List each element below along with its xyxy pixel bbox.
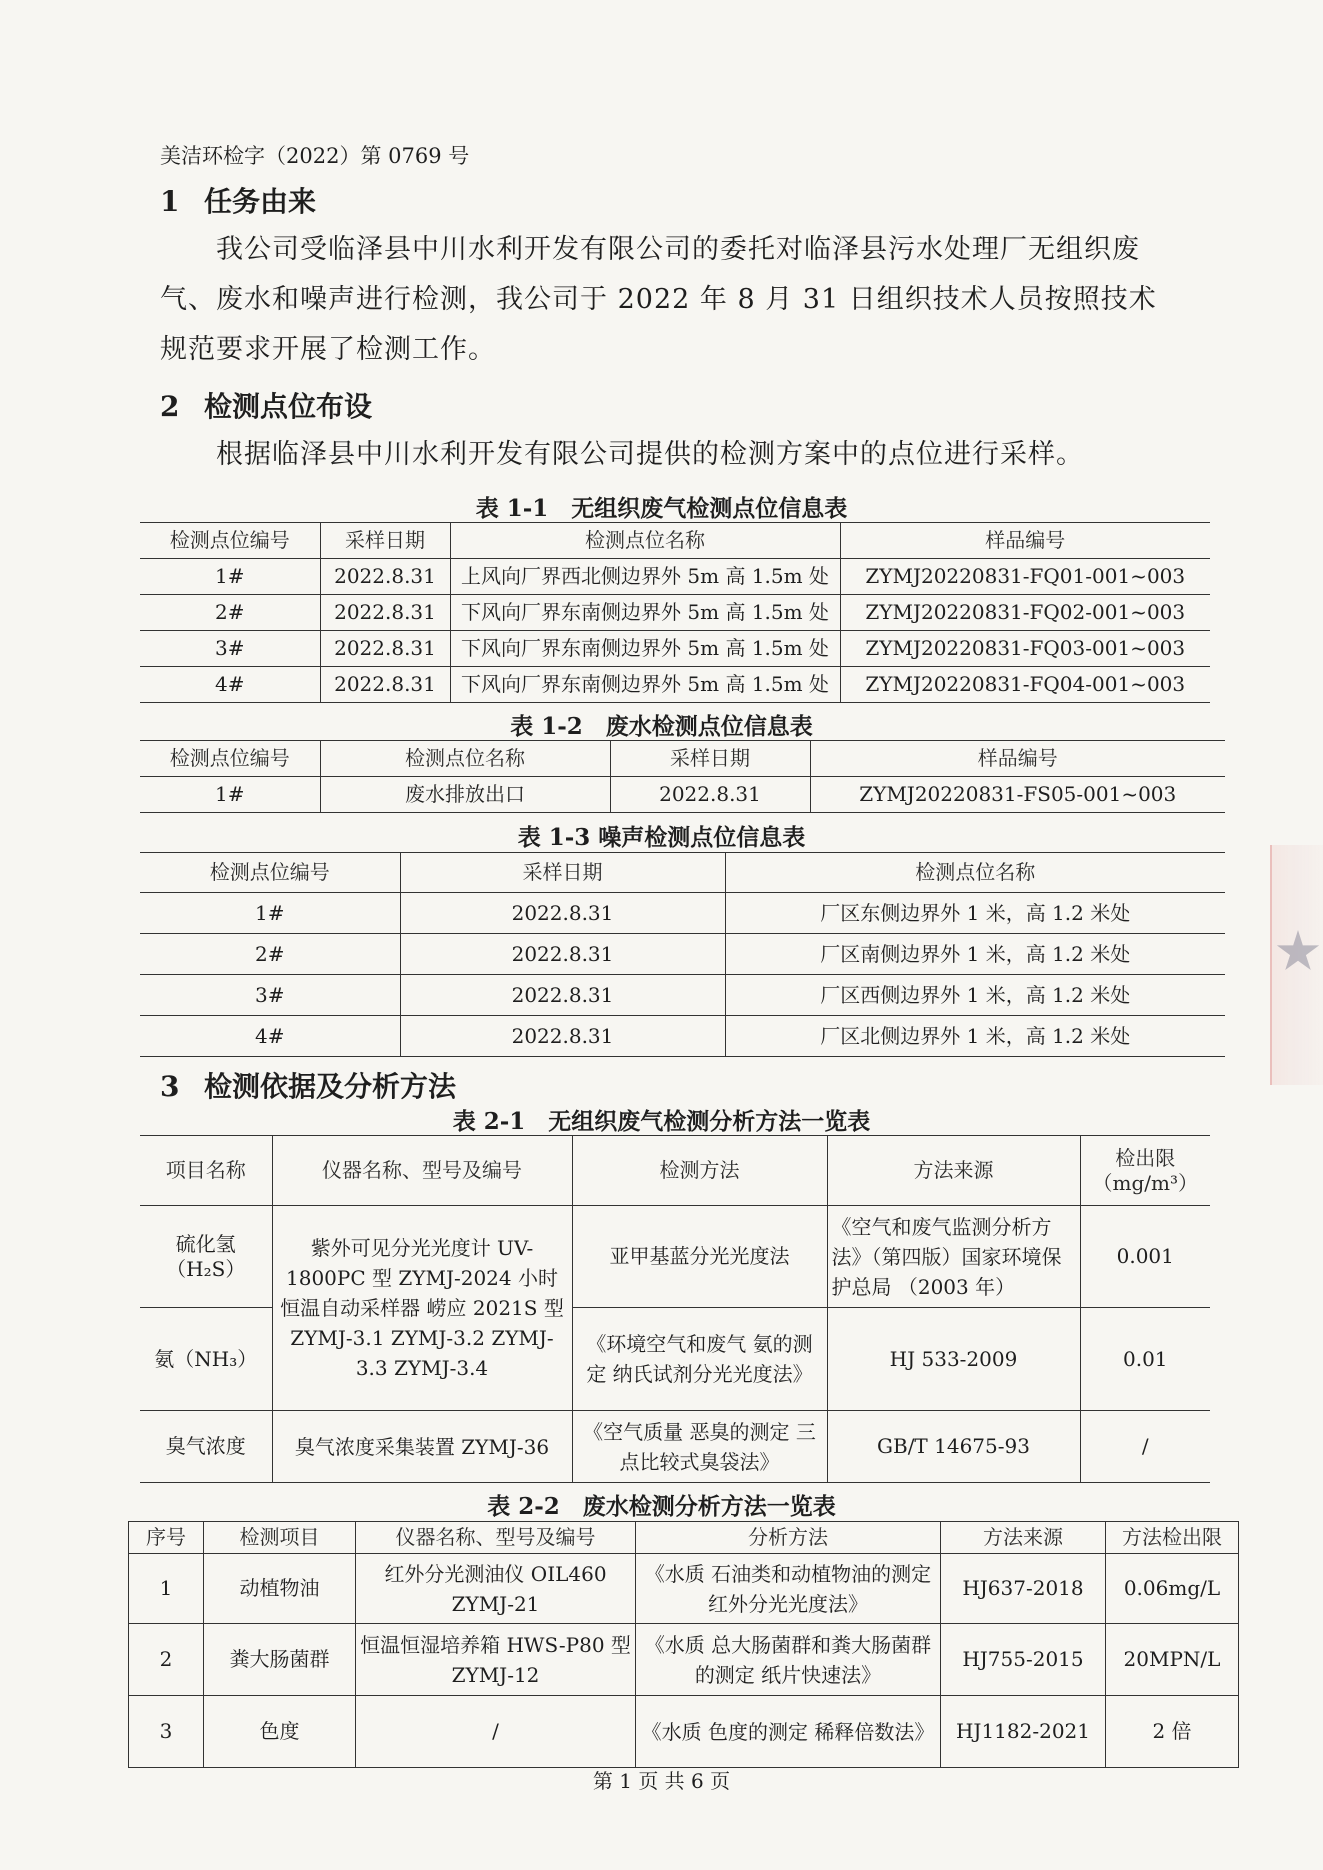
table-row (140, 777, 1225, 813)
table-cell: 2 (129, 1624, 204, 1696)
section-title: 检测点位布设 (204, 390, 373, 423)
table-cell: 粪大肠菌群 (204, 1624, 356, 1696)
table-row (140, 631, 1210, 667)
table-cell: 红外分光测油仪 OIL460 ZYMJ-21 (356, 1554, 636, 1624)
table-cell: 色度 (204, 1696, 356, 1768)
table-row (129, 1624, 1239, 1696)
header-cell: 样品编号 (810, 741, 1225, 777)
table-row (140, 1206, 1210, 1308)
header-cell: 方法检出限 (1106, 1522, 1239, 1554)
header-cell: 序号 (129, 1522, 204, 1554)
table-cell: 1# (140, 893, 400, 934)
table-cell: 2 倍 (1106, 1696, 1239, 1768)
table-cell: 2# (140, 934, 400, 975)
table-cell: / (356, 1696, 636, 1768)
table-cell: 下风向厂界东南侧边界外 5m 高 1.5m 处 (450, 667, 840, 703)
table-cell: 《水质 石油类和动植物油的测定 红外分光光度法》 (636, 1554, 941, 1624)
table-cell: 恒温恒湿培养箱 HWS-P80 型 ZYMJ-12 (356, 1624, 636, 1696)
header-line: 检出限 (1115, 1145, 1176, 1170)
table-cell: ZYMJ20220831-FQ04-001~003 (840, 667, 1210, 703)
header-cell: 方法来源 (941, 1522, 1106, 1554)
section-1-body: 我公司受临泽县中川水利开发有限公司的委托对临泽县污水处理厂无组织废气、废水和噪声进行检测，我公司于 2022 年 8 月 31 日组织技术人员按照技术规范要求开展了检测工作。 (160, 234, 1157, 365)
table-cell: 《空气和废气监测分析方法》（第四版）国家环境保护总局 （2003 年） (827, 1206, 1080, 1308)
table-cell: 0.06mg/L (1106, 1554, 1239, 1624)
table-cell: 0.001 (1080, 1206, 1210, 1308)
table-cell: GB/T 14675-93 (827, 1411, 1080, 1483)
table-cell: 2022.8.31 (400, 893, 725, 934)
table-2-1 (140, 1135, 1210, 1483)
table-cell: 4# (140, 1016, 400, 1057)
table-cell: 亚甲基蓝分光光度法 (572, 1206, 827, 1308)
table-cell: 2022.8.31 (320, 667, 450, 703)
table-cell: 《空气质量 恶臭的测定 三点比较式臭袋法》 (572, 1411, 827, 1483)
header-cell: 检测点位名称 (725, 853, 1225, 893)
table-cell: 2022.8.31 (320, 631, 450, 667)
table-cell: 厂区东侧边界外 1 米，高 1.2 米处 (725, 893, 1225, 934)
header-cell (1080, 1136, 1210, 1206)
table-cell: 0.01 (1080, 1308, 1210, 1411)
table-cell: 废水排放出口 (320, 777, 610, 813)
header-cell: 检测点位名称 (450, 523, 840, 559)
header-cell: 项目名称 (140, 1136, 272, 1206)
table-header-row (140, 1136, 1210, 1206)
table-cell: HJ1182-2021 (941, 1696, 1106, 1768)
table-row (129, 1554, 1239, 1624)
table-header-row (140, 523, 1210, 559)
table-2-2 (128, 1521, 1239, 1768)
header-cell: 方法来源 (827, 1136, 1080, 1206)
table-row (140, 934, 1225, 975)
table-row (140, 559, 1210, 595)
table-cell: HJ 533-2009 (827, 1308, 1080, 1411)
table-row (140, 595, 1210, 631)
table-cell: 臭气浓度采集装置 ZYMJ-36 (272, 1411, 572, 1483)
header-unit: （mg/m³） (1092, 1170, 1198, 1195)
table-row (140, 893, 1225, 934)
seal-stamp (1270, 845, 1323, 1085)
table-cell: 《水质 总大肠菌群和粪大肠菌群的测定 纸片快速法》 (636, 1624, 941, 1696)
header-cell: 采样日期 (400, 853, 725, 893)
table-cell: 2022.8.31 (400, 1016, 725, 1057)
table-cell: 3# (140, 631, 320, 667)
table-1-1 (140, 522, 1210, 703)
table-cell: 下风向厂界东南侧边界外 5m 高 1.5m 处 (450, 595, 840, 631)
table-1-2-caption: 表 1-2 废水检测点位信息表 (510, 713, 813, 740)
table-cell (140, 1206, 272, 1308)
table-row (140, 1411, 1210, 1483)
table-header-row (140, 741, 1225, 777)
table-2-2-caption: 表 2-2 废水检测分析方法一览表 (487, 1493, 836, 1520)
header-cell: 采样日期 (320, 523, 450, 559)
header-cell: 检测点位编号 (140, 853, 400, 893)
table-2-1-caption: 表 2-1 无组织废气检测分析方法一览表 (452, 1108, 871, 1135)
table-cell: ZYMJ20220831-FQ03-001~003 (840, 631, 1210, 667)
table-cell: ZYMJ20220831-FQ01-001~003 (840, 559, 1210, 595)
table-cell: 紫外可见分光光度计 UV-1800PC 型 ZYMJ-2024 小时恒温自动采样器 崂应 2021S 型 ZYMJ-3.1 ZYMJ-3.2 ZYMJ-3.3 ZYMJ-3.4 (272, 1206, 572, 1411)
header-cell: 检测点位名称 (320, 741, 610, 777)
table-cell: ZYMJ20220831-FS05-001~003 (810, 777, 1225, 813)
table-cell: 4# (140, 667, 320, 703)
table-cell: 2022.8.31 (400, 934, 725, 975)
section-2-heading (160, 385, 372, 425)
item-name: 硫化氢 (175, 1231, 236, 1256)
section-number: 3 (160, 1070, 180, 1103)
table-cell: 厂区北侧边界外 1 米，高 1.2 米处 (725, 1016, 1225, 1057)
table-cell: 1 (129, 1554, 204, 1624)
table-cell: 2# (140, 595, 320, 631)
header-cell: 仪器名称、型号及编号 (272, 1136, 572, 1206)
section-number: 1 (160, 185, 180, 218)
table-cell: 3 (129, 1696, 204, 1768)
header-cell: 采样日期 (610, 741, 810, 777)
table-cell: / (1080, 1411, 1210, 1483)
table-1-3-caption: 表 1-3 噪声检测点位信息表 (517, 824, 806, 851)
header-cell: 分析方法 (636, 1522, 941, 1554)
table-cell: 20MPN/L (1106, 1624, 1239, 1696)
section-number: 2 (160, 390, 180, 423)
table-cell: 氨（NH₃） (140, 1308, 272, 1411)
table-cell: 2022.8.31 (610, 777, 810, 813)
table-1-1-caption: 表 1-1 无组织废气检测点位信息表 (475, 495, 848, 522)
table-cell: 1# (140, 559, 320, 595)
section-3-heading (160, 1065, 456, 1105)
table-header-row (129, 1522, 1239, 1554)
table-row (140, 975, 1225, 1016)
section-1-heading (160, 180, 316, 220)
table-cell: 2022.8.31 (400, 975, 725, 1016)
table-row (140, 1016, 1225, 1057)
page-footer: 第 1 页 共 6 页 (592, 1769, 731, 1793)
table-cell: 《环境空气和废气 氨的测定 纳氏试剂分光光度法》 (572, 1308, 827, 1411)
table-cell: 动植物油 (204, 1554, 356, 1624)
header-cell: 样品编号 (840, 523, 1210, 559)
table-cell: 厂区西侧边界外 1 米，高 1.2 米处 (725, 975, 1225, 1016)
table-cell: HJ755-2015 (941, 1624, 1106, 1696)
table-cell: ZYMJ20220831-FQ02-001~003 (840, 595, 1210, 631)
item-formula: （H₂S） (166, 1256, 246, 1281)
header-cell: 仪器名称、型号及编号 (356, 1522, 636, 1554)
table-cell: 上风向厂界西北侧边界外 5m 高 1.5m 处 (450, 559, 840, 595)
table-row (140, 667, 1210, 703)
table-header-row (140, 853, 1225, 893)
table-cell: 2022.8.31 (320, 595, 450, 631)
report-number: 美洁环检字（2022）第 0769 号 (160, 144, 470, 168)
header-cell: 检测项目 (204, 1522, 356, 1554)
header-cell: 检测方法 (572, 1136, 827, 1206)
table-1-2 (140, 740, 1225, 813)
table-cell: 《水质 色度的测定 稀释倍数法》 (636, 1696, 941, 1768)
section-title: 检测依据及分析方法 (204, 1070, 457, 1103)
star-icon (1276, 930, 1320, 974)
table-row (129, 1696, 1239, 1768)
section-2-body: 根据临泽县中川水利开发有限公司提供的检测方案中的点位进行采样。 (216, 439, 1084, 470)
section-title: 任务由来 (204, 185, 317, 218)
table-1-3 (140, 852, 1225, 1057)
table-cell: HJ637-2018 (941, 1554, 1106, 1624)
header-cell: 检测点位编号 (140, 523, 320, 559)
table-cell: 3# (140, 975, 400, 1016)
table-cell: 臭气浓度 (140, 1411, 272, 1483)
table-cell: 2022.8.31 (320, 559, 450, 595)
table-cell: 1# (140, 777, 320, 813)
header-cell: 检测点位编号 (140, 741, 320, 777)
table-cell: 厂区南侧边界外 1 米，高 1.2 米处 (725, 934, 1225, 975)
table-cell: 下风向厂界东南侧边界外 5m 高 1.5m 处 (450, 631, 840, 667)
